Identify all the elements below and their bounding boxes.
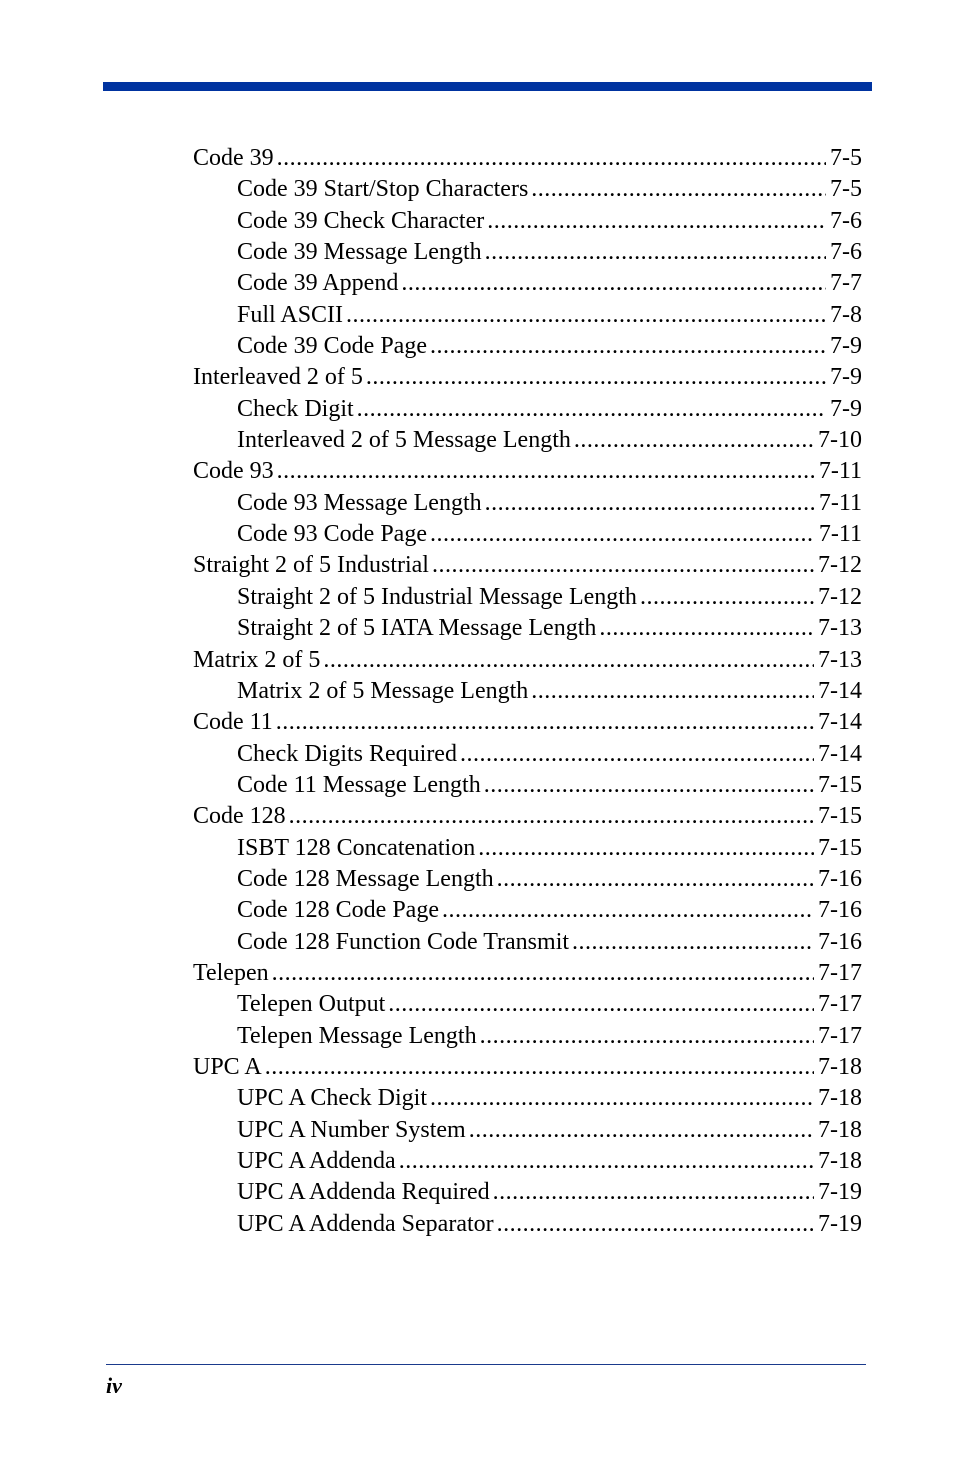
toc-entry-page: 7-11 [818, 489, 862, 516]
toc-subentry[interactable] [193, 300, 862, 331]
toc-entry-page: 7-5 [830, 145, 862, 171]
dot-leader [469, 1115, 814, 1146]
toc-entry-page: 7-12 [818, 583, 862, 610]
dot-leader [432, 550, 814, 581]
toc-subentry[interactable] [193, 237, 862, 268]
toc-entry-title: Code 128 Message Length [237, 865, 494, 892]
toc-entry-title: Straight 2 of 5 Industrial Message Length [237, 583, 637, 610]
toc-entry[interactable] [193, 143, 862, 174]
toc-entry-title: Check Digits Required [237, 740, 457, 767]
toc-subentry[interactable] [193, 394, 862, 425]
toc-entry-title: Code 39 Start/Stop Characters [237, 176, 529, 203]
toc-subentry[interactable] [193, 833, 862, 864]
toc-entry-title: Telepen Output [237, 991, 386, 1018]
toc-subentry[interactable] [193, 770, 862, 801]
dot-leader [640, 582, 814, 613]
header-bar [103, 82, 872, 91]
page-number: iv [106, 1373, 122, 1398]
toc-entry-page: 7-15 [818, 834, 862, 861]
toc-entry-title: Code 93 Message Length [237, 489, 482, 516]
toc-subentry[interactable] [193, 1115, 862, 1146]
toc-subentry[interactable] [193, 613, 862, 644]
dot-leader [357, 394, 826, 425]
toc-entry-title: Code 11 [193, 709, 273, 736]
dot-leader [388, 989, 814, 1020]
toc-entry-title: UPC A Number System [237, 1116, 466, 1143]
toc-subentry[interactable] [193, 989, 862, 1020]
toc-entry-title: Code 128 Function Code Transmit [237, 928, 570, 955]
toc-entry-page: 7-6 [830, 207, 862, 234]
dot-leader [272, 958, 814, 989]
toc-entry-title: Straight 2 of 5 IATA Message Length [237, 615, 597, 642]
toc-entry-page: 7-14 [818, 677, 862, 704]
dot-leader [277, 456, 815, 487]
dot-leader [497, 1209, 814, 1240]
toc-entry-title: ISBT 128 Concatenation [237, 834, 476, 861]
dot-leader [430, 331, 826, 362]
dot-leader [366, 362, 826, 393]
toc-entry-page: 7-14 [818, 709, 862, 736]
toc-entry-page: 7-9 [830, 364, 862, 391]
table-of-contents [193, 143, 862, 1240]
dot-leader [493, 1177, 814, 1208]
toc-subentry[interactable] [193, 739, 862, 770]
dot-leader [399, 1146, 814, 1177]
dot-leader [497, 864, 814, 895]
dot-leader [531, 676, 814, 707]
toc-entry-title: Code 128 Code Page [237, 897, 439, 924]
toc-entry-title: Code 39 Code Page [237, 333, 427, 360]
toc-entry-title: Interleaved 2 of 5 Message Length [237, 427, 571, 454]
toc-entry-title: Code 11 Message Length [237, 771, 481, 798]
toc-subentry[interactable] [193, 1209, 862, 1240]
toc-subentry[interactable] [193, 206, 862, 237]
toc-entry-title: Code 128 [193, 803, 286, 830]
toc-entry[interactable] [193, 645, 862, 676]
toc-entry-title: Interleaved 2 of 5 [193, 364, 363, 391]
toc-entry-title: Telepen [193, 959, 269, 986]
dot-leader [289, 801, 814, 832]
toc-entry-page: 7-11 [818, 521, 862, 548]
toc-entry-page: 7-19 [818, 1210, 862, 1237]
toc-entry[interactable] [193, 456, 862, 487]
toc-entry-title: Check Digit [237, 395, 354, 422]
dot-leader [430, 1083, 814, 1114]
toc-subentry[interactable] [193, 582, 862, 613]
toc-subentry[interactable] [193, 864, 862, 895]
toc-entry-page: 7-15 [818, 771, 862, 798]
toc-entry-title: Code 93 Code Page [237, 521, 427, 548]
toc-entry-title: Telepen Message Length [237, 1022, 477, 1049]
toc-entry-title: UPC A Addenda [237, 1148, 396, 1174]
toc-subentry[interactable] [193, 331, 862, 362]
dot-leader [265, 1052, 814, 1083]
toc-entry-page: 7-9 [830, 333, 862, 360]
toc-subentry[interactable] [193, 1083, 862, 1114]
dot-leader [430, 519, 815, 550]
toc-entry-title: Straight 2 of 5 Industrial [193, 552, 429, 579]
toc-entry[interactable] [193, 707, 862, 738]
toc-subentry[interactable] [193, 174, 862, 205]
toc-subentry[interactable] [193, 1021, 862, 1052]
toc-entry-page: 7-17 [818, 959, 862, 986]
toc-entry-page: 7-17 [818, 991, 862, 1018]
toc-entry-page: 7-11 [818, 458, 862, 485]
toc-entry-title: Code 39 [193, 145, 274, 171]
toc-entry-page: 7-6 [830, 239, 862, 266]
toc-subentry[interactable] [193, 1177, 862, 1208]
toc-entry-title: Matrix 2 of 5 Message Length [237, 677, 529, 704]
toc-entry-page: 7-13 [818, 646, 862, 673]
dot-leader [572, 927, 814, 958]
toc-entry-title: Code 39 Append [237, 270, 399, 297]
toc-subentry[interactable] [193, 895, 862, 926]
toc-entry-title: Code 93 [193, 458, 274, 485]
toc-entry-page: 7-18 [818, 1053, 862, 1080]
toc-subentry[interactable] [193, 425, 862, 456]
dot-leader [485, 488, 815, 519]
dot-leader [346, 300, 826, 331]
toc-entry-title: Full ASCII [237, 301, 344, 328]
toc-entry-page: 7-18 [818, 1148, 862, 1174]
toc-subentry[interactable] [193, 1146, 862, 1177]
toc-entry-page: 7-9 [830, 395, 862, 422]
toc-subentry[interactable] [193, 676, 862, 707]
toc-entry-title: UPC A Addenda Separator [237, 1210, 494, 1237]
toc-entry-page: 7-7 [830, 270, 862, 297]
toc-entry-page: 7-16 [818, 897, 862, 924]
toc-subentry[interactable] [193, 519, 862, 550]
toc-entry-page: 7-8 [830, 301, 862, 328]
dot-leader [460, 739, 814, 770]
toc-entry-page: 7-13 [818, 615, 862, 642]
toc-entry-title: UPC A [193, 1053, 262, 1080]
footer-rule [106, 1364, 866, 1365]
toc-entry[interactable] [193, 550, 862, 581]
dot-leader [484, 770, 814, 801]
toc-entry-page: 7-12 [818, 552, 862, 579]
toc-entry-page: 7-5 [830, 176, 862, 203]
toc-entry[interactable] [193, 801, 862, 832]
dot-leader [276, 707, 814, 738]
toc-entry[interactable] [193, 362, 862, 393]
dot-leader [480, 1021, 814, 1052]
dot-leader [485, 237, 826, 268]
dot-leader [487, 206, 826, 237]
toc-subentry[interactable] [193, 927, 862, 958]
toc-entry-page: 7-15 [818, 803, 862, 830]
toc-entry-title: Matrix 2 of 5 [193, 646, 321, 673]
toc-entry-page: 7-19 [818, 1179, 862, 1206]
toc-entry[interactable] [193, 958, 862, 989]
toc-entry-page: 7-17 [818, 1022, 862, 1049]
toc-entry-title: Code 39 Check Character [237, 207, 485, 234]
toc-subentry[interactable] [193, 268, 862, 299]
toc-entry[interactable] [193, 1052, 862, 1083]
dot-leader [323, 645, 814, 676]
toc-entry-page: 7-16 [818, 928, 862, 955]
toc-entry-page: 7-10 [818, 427, 862, 454]
toc-entry-page: 7-18 [818, 1116, 862, 1143]
toc-entry-page: 7-18 [818, 1085, 862, 1112]
dot-leader [401, 268, 826, 299]
dot-leader [574, 425, 814, 456]
dot-leader [478, 833, 814, 864]
dot-leader [277, 143, 826, 174]
toc-entry-title: UPC A Check Digit [237, 1085, 428, 1112]
toc-entry-page: 7-14 [818, 740, 862, 767]
dot-leader [531, 174, 826, 205]
toc-entry-title: UPC A Addenda Required [237, 1179, 490, 1206]
dot-leader [442, 895, 814, 926]
toc-entry-title: Code 39 Message Length [237, 239, 482, 266]
dot-leader [599, 613, 814, 644]
toc-subentry[interactable] [193, 488, 862, 519]
toc-entry-page: 7-16 [818, 865, 862, 892]
